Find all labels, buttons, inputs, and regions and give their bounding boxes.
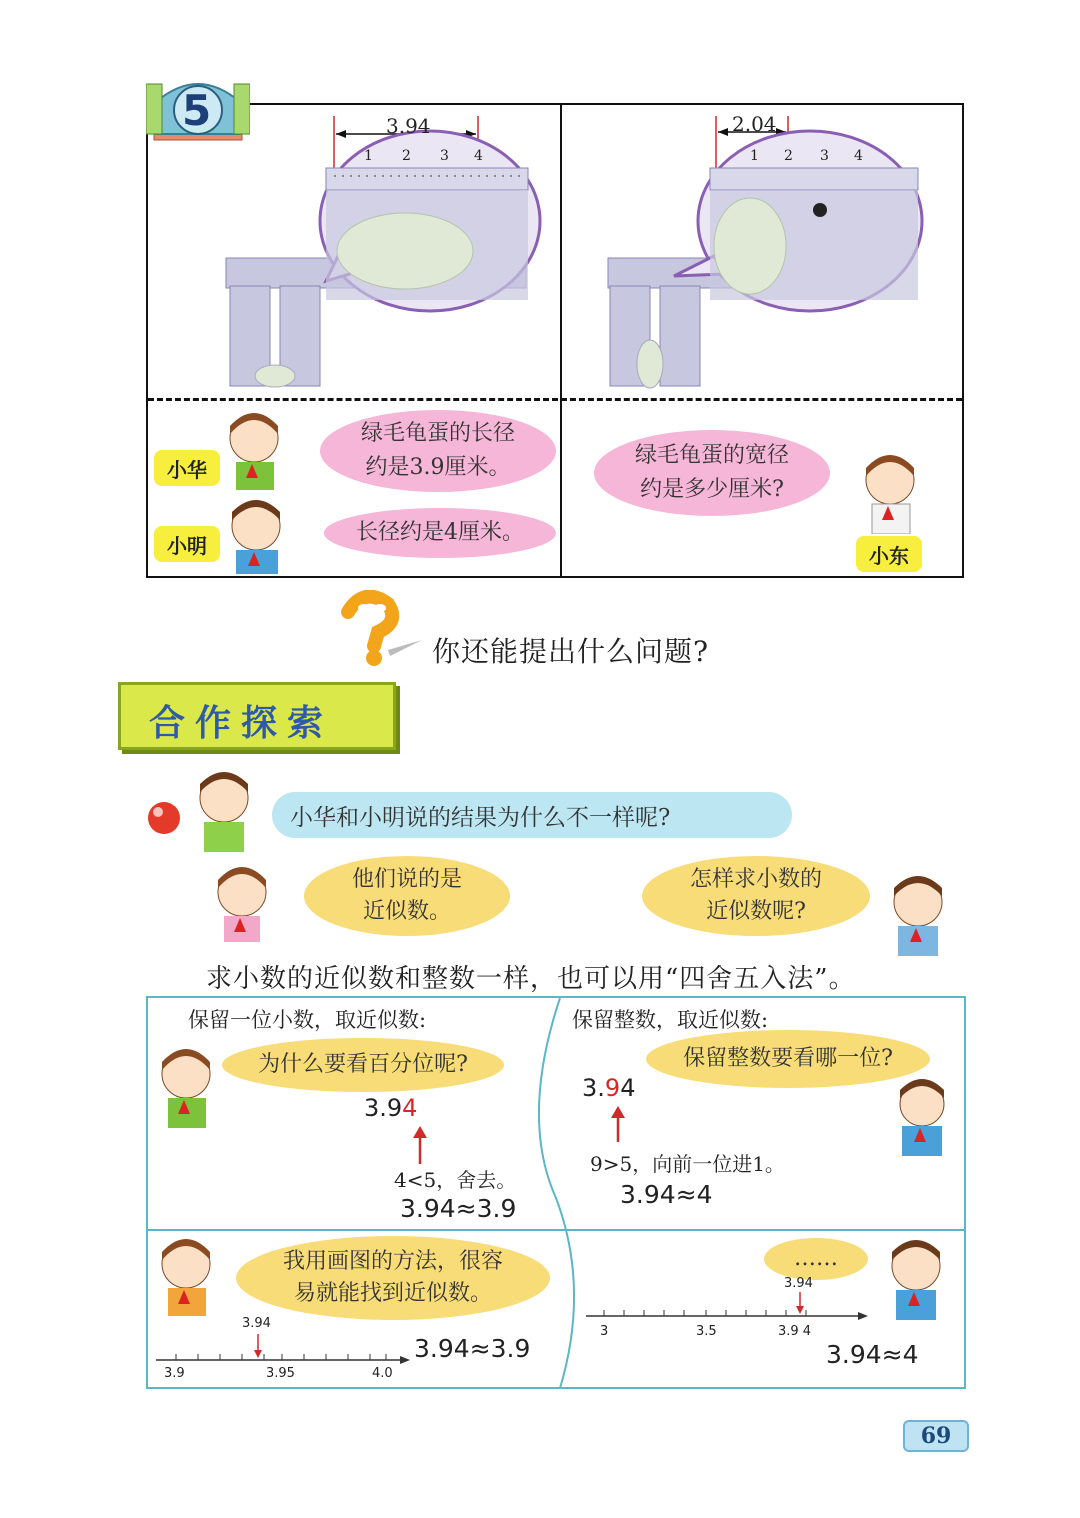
problem-number: 5 [182, 86, 212, 135]
axis-label: 3.95 [266, 1366, 295, 1381]
axis-label: 3.9 [164, 1366, 185, 1381]
bubble-line: 为什么要看百分位呢? [258, 1052, 468, 1077]
bubble-line: 绿毛龟蛋的宽径 [634, 443, 789, 468]
box-bottom-left-result: 3.94≈3.9 [414, 1334, 531, 1363]
box-right-note: 9>5，向前一位进1。 [590, 1152, 785, 1176]
caliper-illustration-right [564, 106, 962, 396]
ruler-tick-2: 2 [402, 148, 411, 164]
ruler-tick-r1: 1 [750, 148, 759, 164]
boy-avatar-drawing [876, 1236, 956, 1320]
speech-bubble-xiaoming [324, 508, 556, 558]
girl-avatar [216, 406, 294, 492]
boy-avatar-question [184, 768, 264, 852]
box-left-heading: 保留一位小数，取近似数: [188, 1008, 427, 1032]
number-digits: 3. [582, 1074, 605, 1102]
box-right-number [582, 1074, 635, 1102]
measure-label-right: 2.04 [732, 112, 777, 136]
pointer-label-right: 3.94 [784, 1276, 813, 1291]
bubble-line: 绿毛龟蛋的长径 [360, 421, 515, 446]
bubble-line: 易就能找到近似数。 [293, 1281, 492, 1306]
axis-label: 3 [600, 1324, 609, 1339]
box-bottom-left-bubble [236, 1236, 550, 1320]
ruler-tick-r4: 4 [854, 148, 863, 164]
ruler-tick-1: 1 [364, 148, 373, 164]
speech-bubble-xiaohua [320, 410, 556, 492]
bubble-line: …… [794, 1246, 838, 1271]
ruler-tick-r2: 2 [784, 148, 793, 164]
bubble-line: 怎样求小数的 [689, 867, 822, 892]
question-mark-icon [334, 590, 424, 668]
bubble-line: 约是多少厘米? [640, 477, 784, 502]
name-tag-xiaoming: 小明 [154, 526, 220, 562]
bubble-line: 他们说的是 [351, 867, 462, 892]
box-left-note: 4<5，舍去。 [394, 1168, 517, 1192]
girl-avatar-box [150, 1044, 226, 1128]
page-number: 69 [903, 1420, 969, 1452]
name-tag-xiaodong: 小东 [856, 536, 922, 572]
question1-text: 小华和小明说的结果为什么不一样呢? [290, 804, 671, 831]
axis-label: 3.5 [696, 1324, 717, 1339]
caliper-illustration-left [150, 106, 558, 396]
question-prompt: 你还能提出什么问题? [432, 635, 710, 668]
bubble-line: 保留整数要看哪一位? [683, 1046, 893, 1071]
box-left-result: 3.94≈3.9 [400, 1194, 517, 1223]
bubble-line: 我用画图的方法，很容 [282, 1249, 503, 1274]
boy-avatar-xiaoming [218, 496, 296, 574]
box-right-result: 3.94≈4 [620, 1180, 713, 1209]
boy-avatar-asking [880, 872, 954, 956]
section-title-banner [118, 682, 396, 750]
bubble-line: 近似数呢? [706, 899, 806, 924]
name-tag-xiaohua: 小华 [154, 450, 220, 486]
box-right-heading: 保留整数，取近似数: [572, 1008, 769, 1032]
boy-avatar-box [888, 1076, 954, 1156]
panel-divider [560, 103, 562, 578]
number-digits: 4 [620, 1074, 636, 1102]
bubble-line: 长径约是4厘米。 [356, 520, 524, 545]
ruler-tick-r3: 3 [820, 148, 829, 164]
girl-avatar-xiaodong [852, 450, 930, 534]
boy-speech-bubble [642, 856, 870, 936]
section-title: 合作探索 [149, 703, 334, 744]
speech-bubble-xiaodong [594, 430, 830, 516]
bubble-line: 约是3.9厘米。 [365, 455, 511, 480]
number-line-left [152, 1312, 414, 1384]
rule-sentence: 求小数的近似数和整数一样，也可以用“四舍五入法”。 [206, 964, 856, 994]
axis-label: 3.9 4 [778, 1324, 812, 1339]
pointer-label-left: 3.94 [242, 1316, 271, 1331]
number-digits: 3.9 [364, 1094, 403, 1122]
ruler-tick-3: 3 [440, 148, 449, 164]
ruler-tick-4: 4 [474, 148, 483, 164]
question1-bubble [272, 792, 792, 838]
up-arrow-icon [412, 1126, 428, 1164]
number-red-digit: 9 [604, 1074, 621, 1102]
up-arrow-icon [610, 1106, 626, 1142]
number-line-right [582, 1272, 872, 1344]
girl-avatar-drawing [150, 1234, 226, 1316]
measure-label-left: 3.94 [386, 114, 431, 138]
box-left-number [364, 1094, 417, 1122]
girl-speech-bubble [304, 856, 510, 936]
axis-label: 4.0 [372, 1366, 393, 1381]
number-red-digit: 4 [402, 1094, 418, 1122]
dashed-separator [148, 398, 962, 401]
box-bottom-right-result: 3.94≈4 [826, 1340, 919, 1369]
bubble-line: 近似数。 [362, 899, 451, 924]
red-ball-icon [146, 800, 182, 836]
girl-avatar-answer [204, 862, 280, 942]
box-left-bubble [222, 1038, 504, 1092]
